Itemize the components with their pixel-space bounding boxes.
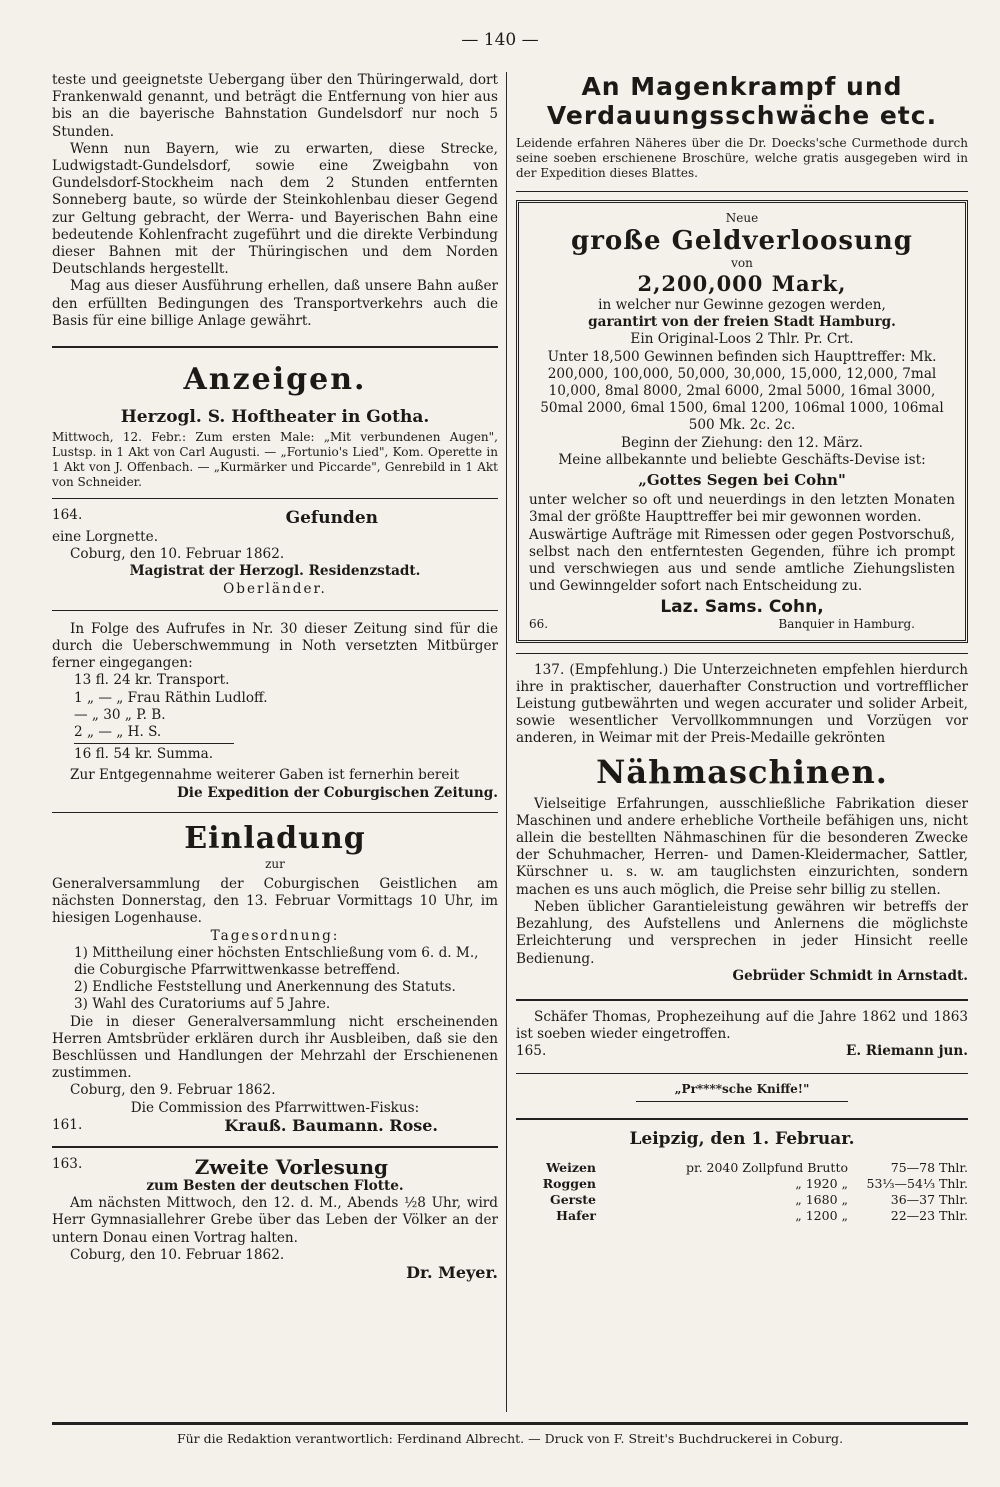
rule xyxy=(516,191,968,192)
spenden-signature: Die Expedition der Coburgischen Zeitung. xyxy=(177,784,498,801)
grain-quantity: „ 1920 „ xyxy=(795,1175,848,1191)
naehmaschinen-paragraph-2: Neben üblicher Garantieleistung gewähren wir betreffs der Bezahlung, des Aufstellens und Anlernens die möglichste Erleichterung und versprechen in jeder Hinsicht reelle Bedienung. xyxy=(516,898,968,967)
price-row xyxy=(516,1160,968,1176)
vorlesung-text: Am nächsten Mittwoch, den 12. d. M., Abends ½8 Uhr, wird Herr Gymnasiallehrer Grebe über das Leben der Völker an der untern Donau einen Vortrag halten. xyxy=(52,1195,498,1246)
spenden-row: 1 „ — „ Frau Räthin Ludloff. xyxy=(74,689,268,706)
vorlesung-subtitle: zum Besten der deutschen Flotte. xyxy=(146,1177,404,1194)
lottery-title: große Geldverloosung xyxy=(571,226,913,256)
leipzig-heading: Leipzig, den 1. Februar. xyxy=(629,1128,855,1149)
einladung-title: Einladung xyxy=(184,820,366,856)
lottery-sign-row xyxy=(529,617,955,632)
price-row xyxy=(516,1208,968,1224)
intro-paragraph-2: Wenn nun Bayern, wie zu erwarten, diese Strecke, Ludwigstadt-Gundelsdorf, sowie eine Zweigbahn von Gundelsdorf-Stockheim nach dem 2 Stunden entfernten Sonneberg baute, so würde der Steinkohlenbau dieser Gegend zur Geltung gebracht, der Werra- und Bayerischen Bahn eine bedeutende Kohlenfracht zugeführt und die direkte Verbindung dieser Bahnen mit der Thüringischen und dem Norden Deutschlands hergestellt. xyxy=(52,140,498,278)
rule xyxy=(636,1101,848,1102)
rule xyxy=(52,610,498,611)
vorlesung-date: Coburg, den 10. Februar 1862. xyxy=(70,1246,285,1263)
left-column xyxy=(52,72,498,1281)
lottery-line: Ein Original-Loos 2 Thlr. Pr. Crt. xyxy=(630,331,854,348)
einladung-commission: Die Commission des Pfarrwittwen-Fiskus: xyxy=(130,1099,420,1116)
grain-quantity: „ 1200 „ xyxy=(795,1207,848,1223)
lottery-line: Meine allbekannte und beliebte Geschäfts-Devise ist: xyxy=(558,451,926,468)
column-divider xyxy=(506,72,507,1412)
einladung-zur: zur xyxy=(265,856,285,871)
einladung-number: 161. xyxy=(52,1116,83,1133)
lottery-neue: Neue xyxy=(725,211,759,225)
schaefer-text: Schäfer Thomas, Prophezeihung auf die Jahre 1862 und 1863 ist soeben wieder eingetroffen. xyxy=(516,1008,968,1043)
gefunden-date: Coburg, den 10. Februar 1862. xyxy=(70,546,285,563)
agenda-item: 3) Wahl des Curatoriums auf 5 Jahre. xyxy=(74,996,331,1013)
agenda-item: 2) Endliche Feststellung und Anerkennung des Statuts. xyxy=(74,979,456,996)
einladung-sign-row xyxy=(52,1117,498,1134)
rule xyxy=(516,653,968,654)
spenden-text: In Folge des Aufrufes in Nr. 30 dieser Zeitung sind für die durch die Ueberschwemmung in Noth versetzten Mitbürger ferner eingegangen: xyxy=(52,620,498,672)
gefunden-row xyxy=(52,507,498,529)
spenden-row: — „ 30 „ P. B. xyxy=(74,706,166,723)
footer-imprint: Für die Redaktion verantwortlich: Ferdinand Albrecht. — Druck von F. Streit's Buchdruckerei in Coburg. xyxy=(176,1431,844,1446)
grain-quantity: „ 1680 „ xyxy=(795,1191,848,1207)
schaefer-number: 165. xyxy=(516,1043,547,1060)
agenda-list xyxy=(52,945,498,1014)
vorlesung-row xyxy=(52,1156,498,1178)
spenden-row: 2 „ — „ H. S. xyxy=(74,724,162,741)
gefunden-item: eine Lorgnette. xyxy=(52,529,159,546)
lottery-box xyxy=(516,200,968,643)
grain-quantity: pr. 2040 Zollpfund Brutto xyxy=(685,1159,848,1175)
spenden-more: Zur Entgegennahme weiterer Gaben ist fernerhin bereit xyxy=(70,767,460,784)
lottery-line: unter welcher so oft und neuerdings in den letzten Monaten 3mal der größte Haupttreffer bei mir gewonnen worden. xyxy=(529,492,955,526)
footer xyxy=(52,1422,968,1446)
einladung-text: Generalversammlung der Coburgischen Geistlichen am nächsten Donnerstag, den 13. Februar Vormittags 10 Uhr, im hiesigen Logenhause. xyxy=(52,875,498,927)
gefunden-signer: Oberländer. xyxy=(223,580,327,597)
grain-price: 75—78 Thlr. xyxy=(890,1159,968,1175)
grain-price: 53⅓—54⅓ Thlr. xyxy=(866,1175,968,1191)
naehmaschinen-intro: 137. (Empfehlung.) Die Unterzeichneten empfehlen hierdurch ihre in praktischer, dauerhafter Construction und vortrefflicher Leistung gutbewährten und wegen accurater und solider Arbeit, sowie wesentlicher Vervollkommnungen und Vorzügen vor anderen, in Weimar mit der Preis-Medaille gekrönten xyxy=(516,661,968,747)
lottery-line: Auswärtige Aufträge mit Rimessen oder gegen Postvorschuß, selbst nach den entferntesten Gegenden, führe ich prompt und verschwiegen aus und sende amtliche Ziehungslisten und Gewinngelder sofort nach Entscheidung zu. xyxy=(529,526,955,595)
spenden-row: 13 fl. 24 kr. Transport. xyxy=(74,672,230,689)
lottery-amount: 2,200,000 Mark, xyxy=(637,271,847,296)
einladung-note: Die in dieser Generalversammlung nicht erscheinenden Herren Amtsbrüder erklären durch ihr Ausbleiben, daß sie den Beschlüssen und Handlungen der Mehrzahl der Erschienenen zustimmen. xyxy=(52,1013,498,1082)
tagesordnung-heading: Tagesordnung: xyxy=(210,927,340,944)
lottery-line: Beginn der Ziehung: den 12. März. xyxy=(621,434,863,451)
lottery-von: von xyxy=(731,256,753,270)
intro-paragraph-3: Mag aus dieser Ausführung erhellen, daß unsere Bahn außer den erfüllten Bedingungen des Transportverkehrs auch die Basis für eine billige Anlage gewährt. xyxy=(52,278,498,329)
price-row xyxy=(516,1176,968,1192)
section-rule xyxy=(52,346,498,348)
sum-rule xyxy=(74,743,234,744)
right-column xyxy=(516,72,968,1224)
schaefer-signature: E. Riemann jun. xyxy=(845,1043,968,1060)
kniffe-text: „Pr****sche Kniffe!" xyxy=(674,1081,810,1096)
rule xyxy=(52,812,498,813)
grain-price: 22—23 Thlr. xyxy=(890,1207,968,1223)
lottery-line: Unter 18,500 Gewinnen befinden sich Haupttreffer: Mk. 200,000, 100,000, 50,000, 30,000, 15,000, 12,000, 7mal 10,000, 8mal 8000, 2mal 6000, 2mal 5000, 16mal 3000, 50mal 2000, 6mal 1500, 6mal 1200, 106mal 1000, 106mal 500 Mk. 2c. 2c. xyxy=(540,348,944,434)
einladung-names: Krauß. Baumann. Rose. xyxy=(224,1115,438,1135)
naehmaschinen-title: Nähmaschinen. xyxy=(596,752,888,791)
theater-text: Mittwoch, 12. Febr.: Zum ersten Male: „Mit verbundenen Augen", Lustsp. in 1 Akt von Carl Augusti. — „Fortunio's Lied", Kom. Operette in 1 Akt von J. Offenbach. — „Kurmärker und Piccarde", Genrebild in 1 Akt von Schneider. xyxy=(52,430,498,490)
einladung-date: Coburg, den 9. Februar 1862. xyxy=(70,1082,276,1099)
intro-paragraph-1: teste und geeignetste Uebergang über den Thüringerwald, dort Frankenwald genannt, und beträgt die Entfernung von hier aus bis an die bayerische Bahnstation Gundelsdorf nur noch 5 Stunden. xyxy=(52,72,498,140)
rule xyxy=(52,1146,498,1148)
lottery-line: in welcher nur Gewinne gezogen werden, xyxy=(598,297,886,313)
magen-title: An Magenkrampf und Verdauungsschwäche etc. xyxy=(546,72,938,130)
grain-name: Hafer xyxy=(556,1207,596,1223)
lottery-motto: „Gottes Segen bei Cohn" xyxy=(638,471,846,490)
page-number: — 140 — xyxy=(461,30,539,50)
vorlesung-title: Zweite Vorlesung xyxy=(194,1154,388,1179)
magen-text: Leidende erfahren Näheres über die Dr. Doecks'sche Curmethode durch seine soeben erschienene Broschüre, welche gratis ausgegeben wird in der Expedition dieses Blattes. xyxy=(516,136,968,180)
gefunden-title: Gefunden xyxy=(285,508,378,529)
grain-name: Weizen xyxy=(546,1159,596,1175)
footer-rule xyxy=(52,1422,968,1425)
rule xyxy=(516,1073,968,1074)
price-row xyxy=(516,1192,968,1208)
lottery-line: garantirt von der freien Stadt Hamburg. xyxy=(588,314,896,331)
price-table xyxy=(516,1160,968,1224)
theater-title: Herzogl. S. Hoftheater in Gotha. xyxy=(120,407,430,428)
spenden-list xyxy=(52,672,498,741)
agenda-item: 1) Mittheilung einer höchsten Entschließung vom 6. d. M., die Coburgische Pfarrwittwenkasse betreffend. xyxy=(74,944,479,978)
lottery-name: Laz. Sams. Cohn, xyxy=(660,597,824,618)
grain-name: Gerste xyxy=(550,1191,596,1207)
vorlesung-number: 163. xyxy=(52,1155,83,1172)
rule xyxy=(52,498,498,499)
grain-price: 36—37 Thlr. xyxy=(890,1191,968,1207)
vorlesung-signature: Dr. Meyer. xyxy=(406,1262,498,1282)
schaefer-sign-row xyxy=(516,1043,968,1060)
naehmaschinen-paragraph-1: Vielseitige Erfahrungen, ausschließliche Fabrikation dieser Maschinen und andere erhebliche Vortheile befähigen uns, nicht allein die bestellten Nähmaschinen für die besonderen Zwecke der Schuhmacher, Herren- und Damen-Kleidermacher, Sattler, Kürschner u. s. w. am tauglichsten einzurichten, sondern machen es uns auch möglich, die Preise sehr billig zu stellen. xyxy=(516,795,968,898)
naehmaschinen-signature: Gebrüder Schmidt in Arnstadt. xyxy=(732,967,968,984)
rule xyxy=(516,999,968,1001)
gefunden-number: 164. xyxy=(52,507,83,524)
anzeigen-heading: Anzeigen. xyxy=(183,362,367,398)
lottery-number: 66. xyxy=(529,616,549,631)
lottery-role: Banquier in Hamburg. xyxy=(778,616,915,631)
gefunden-signature: Magistrat der Herzogl. Residenzstadt. xyxy=(129,563,421,580)
grain-name: Roggen xyxy=(542,1175,596,1191)
spenden-sum: 16 fl. 54 kr. Summa. xyxy=(74,746,214,763)
rule xyxy=(516,1118,968,1120)
